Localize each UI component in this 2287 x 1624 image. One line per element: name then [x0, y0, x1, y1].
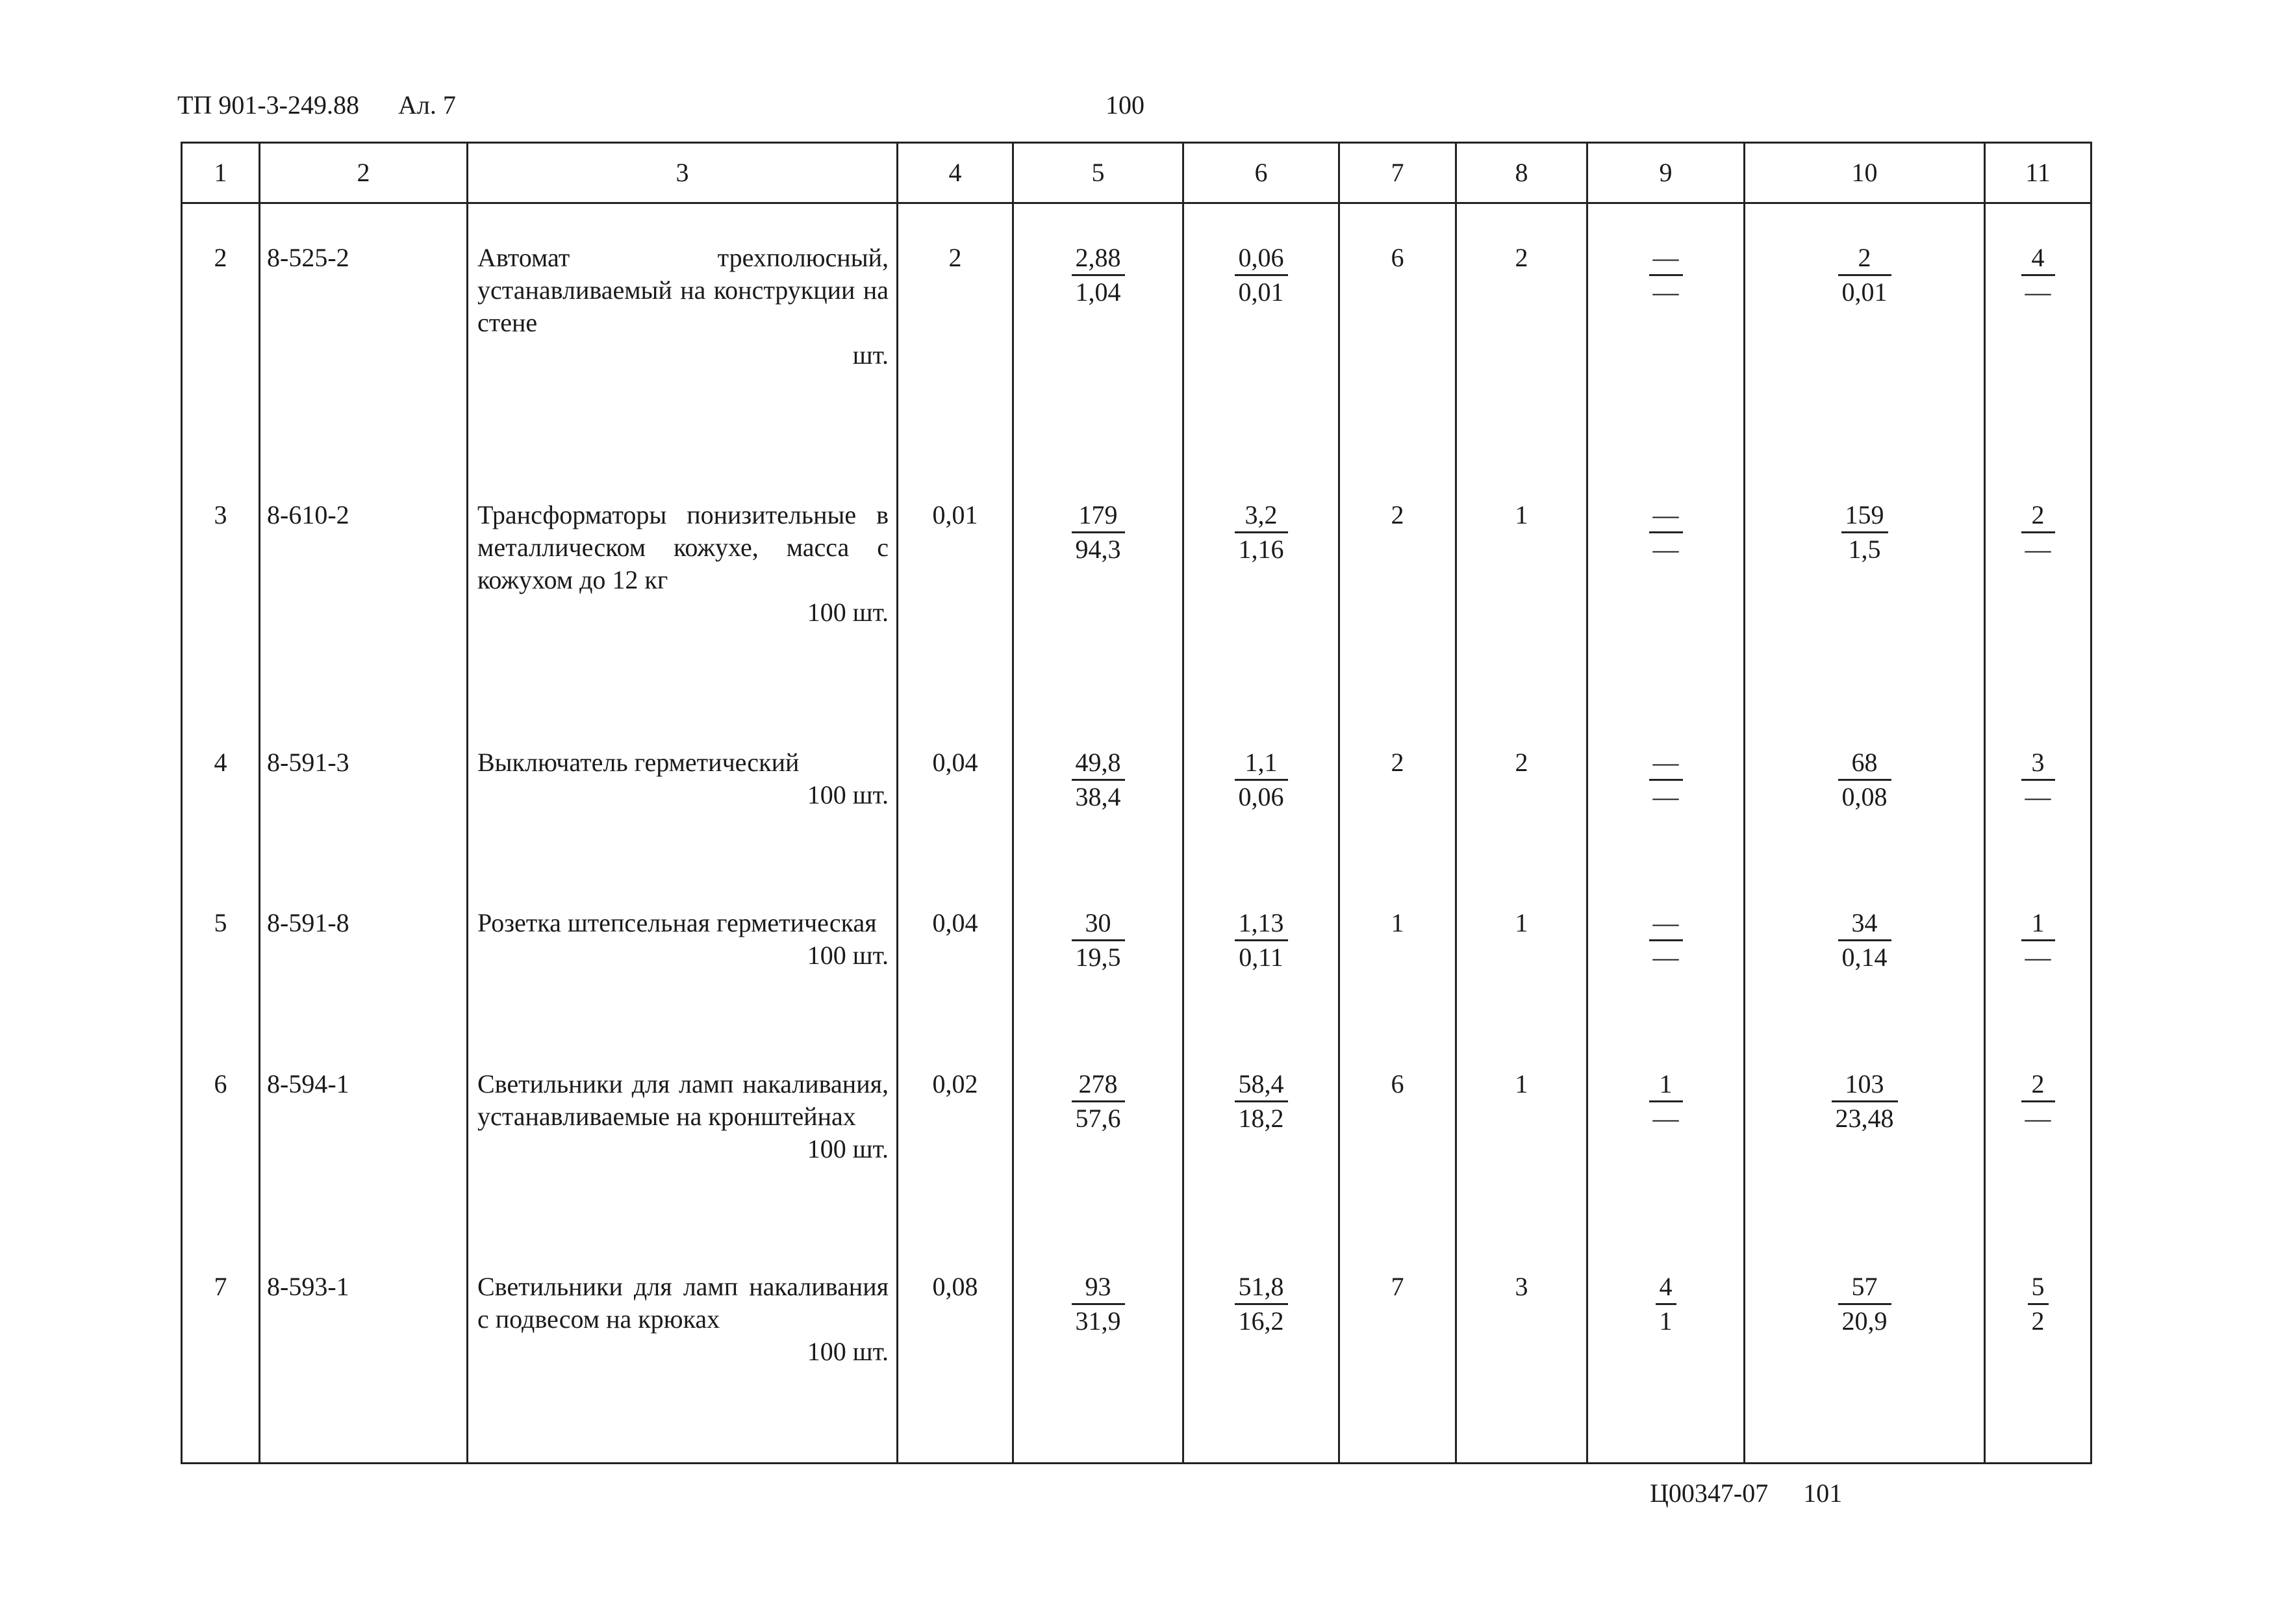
- column-header: 1: [182, 143, 260, 203]
- spec-table: [181, 142, 2092, 1464]
- fraction: [1838, 907, 1891, 974]
- unit-label: 100 шт.: [807, 1134, 889, 1164]
- table-row: [182, 1056, 2091, 1259]
- album-label: Ал. 7: [398, 90, 456, 120]
- column-header: 4: [898, 143, 1013, 203]
- value: 2: [1391, 747, 1404, 777]
- fraction: [1072, 907, 1125, 974]
- col8-value: [1456, 735, 1587, 896]
- numerator: 49,8: [1072, 746, 1125, 781]
- unit-label: 100 шт.: [807, 597, 889, 627]
- value: 1: [1391, 908, 1404, 938]
- rate-code: [260, 203, 468, 487]
- numerator: 159: [1841, 499, 1888, 533]
- quantity-value: 0,02: [932, 1069, 978, 1099]
- fraction: [1235, 746, 1288, 813]
- col6-fraction: [1183, 735, 1339, 896]
- column-header: 6: [1183, 143, 1339, 203]
- quantity: [898, 203, 1013, 487]
- denominator: 31,9: [1075, 1306, 1121, 1336]
- row-number-value: 6: [214, 1069, 227, 1099]
- col8-value: [1456, 203, 1587, 487]
- column-header: 10: [1745, 143, 1985, 203]
- description-text: Автомат трехполюсный, устанавливаемый на конструкции на стене: [477, 243, 889, 337]
- quantity: [898, 895, 1013, 1056]
- value: 2: [1515, 747, 1528, 777]
- item-description: [468, 1259, 898, 1462]
- column-header-row: [182, 143, 2091, 203]
- numerator: 1,13: [1235, 907, 1288, 941]
- denominator: 1,16: [1238, 534, 1284, 564]
- numerator: 2,88: [1072, 242, 1125, 276]
- quantity: [898, 1259, 1013, 1462]
- numerator: 103: [1832, 1068, 1898, 1102]
- col11-fraction: [1985, 203, 2091, 487]
- value: 2: [1515, 243, 1528, 272]
- denominator: 2: [2031, 1306, 2045, 1336]
- description-text: Светильники для ламп накаливания, устанавливаемые на кронштейнах: [477, 1069, 889, 1132]
- row-number: [182, 487, 260, 735]
- col11-fraction: [1985, 1056, 2091, 1259]
- col11-fraction: [1985, 895, 2091, 1056]
- row-number-value: 4: [214, 747, 227, 777]
- denominator: 1,04: [1075, 277, 1121, 307]
- item-description: [468, 895, 898, 1056]
- col7-value: [1339, 735, 1456, 896]
- fraction: [1072, 499, 1125, 566]
- fraction: [1235, 1068, 1288, 1135]
- numerator: 4: [2021, 242, 2055, 276]
- col9-fraction: [1587, 1056, 1745, 1259]
- row-number-value: 7: [214, 1272, 227, 1302]
- col9-fraction: [1587, 1259, 1745, 1462]
- col8-value: [1456, 895, 1587, 1056]
- numerator: —: [1649, 907, 1683, 941]
- col10-fraction: [1745, 487, 1985, 735]
- denominator: 16,2: [1238, 1306, 1284, 1336]
- col7-value: [1339, 487, 1456, 735]
- table-row: [182, 895, 2091, 1056]
- row-number-value: 2: [214, 243, 227, 272]
- numerator: 51,8: [1235, 1271, 1288, 1305]
- numerator: 34: [1838, 907, 1891, 941]
- row-number-value: 3: [214, 500, 227, 529]
- unit-label: 100 шт.: [807, 1337, 889, 1367]
- quantity: [898, 1056, 1013, 1259]
- col10-fraction: [1745, 1259, 1985, 1462]
- numerator: 57: [1838, 1271, 1891, 1305]
- denominator: 1,5: [1848, 534, 1881, 564]
- column-header: 8: [1456, 143, 1587, 203]
- description-text: Трансформаторы понизительные в металлическом кожухе, масса с кожухом до 12 кг: [477, 500, 889, 594]
- numerator: —: [1649, 499, 1683, 533]
- page-footer: [1650, 1478, 1842, 1508]
- quantity-value: 0,01: [932, 500, 978, 529]
- col8-value: [1456, 487, 1587, 735]
- col5-fraction: [1013, 487, 1183, 735]
- description-text: Выключатель герметический: [477, 747, 800, 777]
- page-header: [177, 90, 456, 120]
- col10-fraction: [1745, 203, 1985, 487]
- fraction: [1072, 746, 1125, 813]
- rate-code: [260, 487, 468, 735]
- col10-fraction: [1745, 735, 1985, 896]
- numerator: 5: [2028, 1271, 2049, 1305]
- denominator: 38,4: [1075, 781, 1121, 811]
- denominator: 0,01: [1238, 277, 1284, 307]
- col8-value: [1456, 1259, 1587, 1462]
- fraction: [1649, 746, 1683, 813]
- description-text: Розетка штепсельная герметическая: [477, 908, 877, 938]
- page-number: 100: [1106, 90, 1144, 120]
- sheet-number: 101: [1803, 1478, 1843, 1508]
- denominator: 0,11: [1239, 943, 1283, 972]
- fraction: [1235, 907, 1288, 974]
- denominator: —: [1652, 1104, 1679, 1134]
- numerator: 3,2: [1235, 499, 1288, 533]
- column-header: 11: [1985, 143, 2091, 203]
- col9-fraction: [1587, 203, 1745, 487]
- fraction: [1649, 907, 1683, 974]
- denominator: —: [1652, 781, 1679, 811]
- value: 2: [1391, 500, 1404, 529]
- row-number: [182, 735, 260, 896]
- fraction: [2021, 907, 2055, 974]
- column-header: 5: [1013, 143, 1183, 203]
- numerator: —: [1649, 242, 1683, 276]
- denominator: 1: [1659, 1306, 1673, 1336]
- numerator: 278: [1072, 1068, 1125, 1102]
- denominator: 0,08: [1841, 781, 1888, 811]
- numerator: 0,06: [1235, 242, 1288, 276]
- col10-fraction: [1745, 1056, 1985, 1259]
- denominator: 0,01: [1841, 277, 1888, 307]
- footer-code: Ц00347-07: [1650, 1478, 1769, 1508]
- denominator: 57,6: [1075, 1104, 1121, 1134]
- numerator: 58,4: [1235, 1068, 1288, 1102]
- description-text: Светильники для ламп накаливания с подвесом на крюках: [477, 1272, 889, 1334]
- column-header: 7: [1339, 143, 1456, 203]
- fraction: [1235, 1271, 1288, 1338]
- denominator: 0,14: [1841, 943, 1888, 972]
- rate-code-value: 8-591-3: [267, 747, 349, 777]
- col7-value: [1339, 1056, 1456, 1259]
- col6-fraction: [1183, 203, 1339, 487]
- col5-fraction: [1013, 895, 1183, 1056]
- table-row: [182, 1259, 2091, 1462]
- denominator: —: [2025, 943, 2051, 972]
- unit-label: 100 шт.: [807, 780, 889, 809]
- quantity-value: 2: [948, 243, 962, 272]
- col11-fraction: [1985, 1259, 2091, 1462]
- row-number-value: 5: [214, 908, 227, 938]
- fraction: [1832, 1068, 1898, 1135]
- unit-label: 100 шт.: [807, 941, 889, 971]
- col7-value: [1339, 895, 1456, 1056]
- numerator: 93: [1072, 1271, 1125, 1305]
- column-header: 9: [1587, 143, 1745, 203]
- numerator: 179: [1072, 499, 1125, 533]
- numerator: 2: [2021, 499, 2055, 533]
- rate-code: [260, 895, 468, 1056]
- value: 6: [1391, 243, 1404, 272]
- quantity-value: 0,08: [932, 1272, 978, 1302]
- col9-fraction: [1587, 735, 1745, 896]
- fraction: [2021, 499, 2055, 566]
- denominator: 19,5: [1075, 943, 1121, 972]
- column-header: 3: [468, 143, 898, 203]
- fraction: [2021, 1068, 2055, 1135]
- rate-code-value: 8-610-2: [267, 500, 349, 529]
- row-number: [182, 1056, 260, 1259]
- fraction: [1235, 499, 1288, 566]
- value: 1: [1515, 500, 1528, 529]
- fraction: [1649, 499, 1683, 566]
- table-row: [182, 487, 2091, 735]
- rate-code-value: 8-591-8: [267, 908, 349, 938]
- table-filler-row: [182, 1462, 2091, 1463]
- table-row: [182, 203, 2091, 487]
- numerator: 4: [1656, 1271, 1676, 1305]
- col6-fraction: [1183, 895, 1339, 1056]
- col6-fraction: [1183, 1056, 1339, 1259]
- row-number: [182, 1259, 260, 1462]
- fraction: [1235, 242, 1288, 309]
- col9-fraction: [1587, 487, 1745, 735]
- numerator: 1: [1649, 1068, 1683, 1102]
- item-description: [468, 1056, 898, 1259]
- col5-fraction: [1013, 203, 1183, 487]
- col7-value: [1339, 1259, 1456, 1462]
- numerator: —: [1649, 746, 1683, 781]
- rate-code-value: 8-593-1: [267, 1272, 349, 1302]
- fraction: [1838, 242, 1891, 309]
- denominator: 18,2: [1238, 1104, 1284, 1134]
- value: 1: [1515, 908, 1528, 938]
- fraction: [1656, 1271, 1676, 1338]
- item-description: [468, 203, 898, 487]
- denominator: —: [2025, 534, 2051, 564]
- col5-fraction: [1013, 1259, 1183, 1462]
- doc-code: ТП 901-3-249.88: [177, 90, 359, 120]
- denominator: —: [1652, 534, 1679, 564]
- column-header: 2: [260, 143, 468, 203]
- col11-fraction: [1985, 487, 2091, 735]
- quantity-value: 0,04: [932, 908, 978, 938]
- denominator: —: [2025, 1104, 2051, 1134]
- denominator: 23,48: [1835, 1104, 1894, 1134]
- col5-fraction: [1013, 735, 1183, 896]
- fraction: [1072, 242, 1125, 309]
- col9-fraction: [1587, 895, 1745, 1056]
- unit-label: шт.: [852, 340, 889, 370]
- denominator: 20,9: [1841, 1306, 1888, 1336]
- denominator: 0,06: [1238, 781, 1284, 811]
- denominator: —: [1652, 943, 1679, 972]
- fraction: [1838, 1271, 1891, 1338]
- table-row: [182, 735, 2091, 896]
- row-number: [182, 203, 260, 487]
- fraction: [1649, 242, 1683, 309]
- col6-fraction: [1183, 1259, 1339, 1462]
- fraction: [1841, 499, 1888, 566]
- denominator: —: [2025, 277, 2051, 307]
- fraction: [1838, 746, 1891, 813]
- rate-code-value: 8-594-1: [267, 1069, 349, 1099]
- fraction: [2028, 1271, 2049, 1338]
- col5-fraction: [1013, 1056, 1183, 1259]
- item-description: [468, 735, 898, 896]
- col7-value: [1339, 203, 1456, 487]
- numerator: 1,1: [1235, 746, 1288, 781]
- fraction: [2021, 242, 2055, 309]
- value: 3: [1515, 1272, 1528, 1302]
- col6-fraction: [1183, 487, 1339, 735]
- col10-fraction: [1745, 895, 1985, 1056]
- numerator: 2: [1838, 242, 1891, 276]
- numerator: 30: [1072, 907, 1125, 941]
- rate-code: [260, 1259, 468, 1462]
- value: 7: [1391, 1272, 1404, 1302]
- col11-fraction: [1985, 735, 2091, 896]
- col8-value: [1456, 1056, 1587, 1259]
- denominator: —: [2025, 781, 2051, 811]
- numerator: 3: [2021, 746, 2055, 781]
- fraction: [1072, 1068, 1125, 1135]
- rate-code-value: 8-525-2: [267, 243, 349, 272]
- value: 6: [1391, 1069, 1404, 1099]
- numerator: 68: [1838, 746, 1891, 781]
- quantity: [898, 487, 1013, 735]
- quantity: [898, 735, 1013, 896]
- numerator: 2: [2021, 1068, 2055, 1102]
- fraction: [1072, 1271, 1125, 1338]
- rate-code: [260, 1056, 468, 1259]
- item-description: [468, 487, 898, 735]
- quantity-value: 0,04: [932, 747, 978, 777]
- denominator: 94,3: [1075, 534, 1121, 564]
- value: 1: [1515, 1069, 1528, 1099]
- fraction: [1649, 1068, 1683, 1135]
- rate-code: [260, 735, 468, 896]
- fraction: [2021, 746, 2055, 813]
- denominator: —: [1652, 277, 1679, 307]
- row-number: [182, 895, 260, 1056]
- numerator: 1: [2021, 907, 2055, 941]
